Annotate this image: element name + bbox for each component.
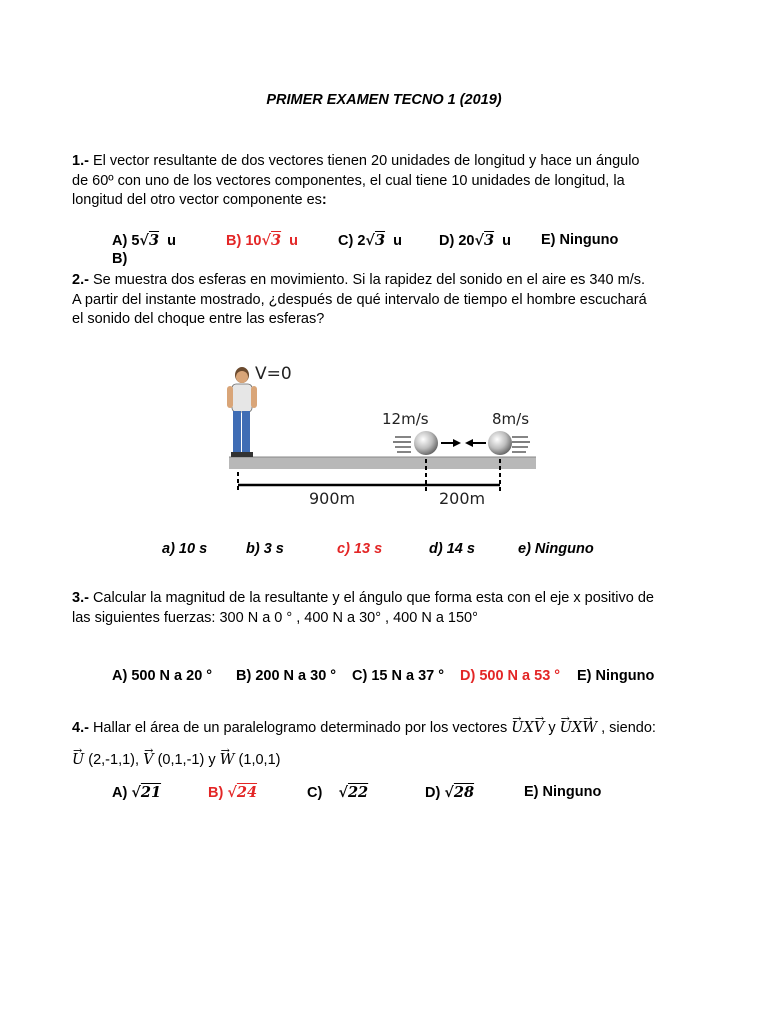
- q1-option-e[interactable]: E) Ninguno: [541, 232, 619, 248]
- exam-title: PRIMER EXAMEN TECNO 1 (2019): [266, 92, 502, 108]
- distance-200-label: 200m: [439, 489, 486, 508]
- cross-symbol-2: X: [571, 720, 583, 736]
- q3-option-b[interactable]: B) 200 N a 30 °: [236, 668, 337, 684]
- question-1-number: 1.-: [72, 153, 89, 169]
- question-4-statement: [72, 719, 692, 739]
- vector-v-def: → V: [143, 751, 153, 771]
- question-1-line-2: de 60º con uno de los vectores componentes, el cual tiene 10 unidades de longitud, la: [72, 172, 625, 189]
- question-4-vectors: [72, 751, 682, 771]
- q1-option-a[interactable]: A) 5√3 u: [112, 232, 176, 249]
- man-figure: [227, 367, 257, 457]
- vector-w: → W: [582, 719, 597, 739]
- vector-u: → U: [511, 719, 523, 739]
- question-2-number: 2.-: [72, 272, 89, 288]
- question-4-number: 4.-: [72, 720, 89, 736]
- spheres-figure: [215, 355, 545, 515]
- question-3-number: 3.-: [72, 590, 89, 606]
- question-3-line-1: Calcular la magnitud de la resultante y el ángulo que forma esta con el eje x positivo de: [88, 590, 654, 606]
- question-2-line-1: Se muestra dos esferas en movimiento. Si la rapidez del sonido en el aire es 340 m/s.: [88, 272, 646, 288]
- cross-symbol: X: [523, 720, 534, 736]
- left-speed-label: 12m/s: [382, 410, 429, 428]
- q1-answer: B): [112, 251, 128, 267]
- q3-option-e[interactable]: E) Ninguno: [577, 668, 655, 684]
- vector-u-2: → U: [560, 719, 572, 739]
- left-motion-lines: [393, 437, 411, 452]
- q2-option-b[interactable]: b) 3 s: [246, 541, 284, 557]
- q1-option-c[interactable]: C) 2√3 u: [338, 232, 402, 249]
- vector-v-components: (0,1,-1) y: [153, 752, 220, 768]
- question-4-line-1-post: , siendo:: [597, 720, 656, 736]
- question-2-statement: [72, 271, 682, 330]
- question-3-statement: [72, 589, 692, 628]
- vector-v: → V: [534, 719, 544, 739]
- q4-option-b[interactable]: B) √24: [208, 784, 258, 801]
- question-1-colon: :: [321, 192, 327, 208]
- q2-option-c[interactable]: c) 13 s: [337, 541, 383, 557]
- distance-900-label: 900m: [309, 489, 356, 508]
- q3-option-a[interactable]: A) 500 N a 20 °: [112, 668, 213, 684]
- question-2-line-2: A partir del instante mostrado, ¿después de qué intervalo de tiempo el hombre escuchará: [72, 291, 647, 308]
- question-1-statement: [72, 152, 682, 211]
- q1-option-d[interactable]: D) 20√3 u: [439, 232, 512, 249]
- q3-option-c[interactable]: C) 15 N a 37 °: [352, 668, 445, 684]
- question-4-line-1-pre: Hallar el área de un paralelogramo determinado por los vectores: [88, 720, 512, 736]
- ground-strip: [229, 457, 536, 469]
- q3-option-d[interactable]: D) 500 N a 53 °: [460, 668, 561, 684]
- question-1-line-3: longitud del otro vector componente es: [72, 192, 322, 208]
- vector-w-components: (1,0,1): [234, 752, 281, 768]
- question-2-line-3: el sonido del choque entre las esferas?: [72, 311, 325, 327]
- vector-w-def: → W: [220, 751, 235, 771]
- q4-option-a[interactable]: A) √21: [112, 784, 162, 801]
- vector-u-def: → U: [72, 751, 84, 771]
- q2-option-d[interactable]: d) 14 s: [429, 541, 475, 557]
- q4-option-d[interactable]: D) √28: [425, 784, 475, 801]
- q4-option-e[interactable]: E) Ninguno: [524, 784, 602, 800]
- vector-u-components: (2,-1,1),: [84, 752, 144, 768]
- q1-option-b[interactable]: B) 10√3 u: [226, 232, 299, 249]
- right-speed-label: 8m/s: [492, 410, 530, 428]
- right-sphere: [488, 431, 512, 455]
- question-3-line-2: las siguientes fuerzas: 300 N a 0 ° , 400 N a 30° , 400 N a 150°: [72, 609, 478, 626]
- q2-option-e[interactable]: e) Ninguno: [518, 541, 594, 557]
- q2-option-a[interactable]: a) 10 s: [162, 541, 208, 557]
- left-sphere-arrow: [441, 439, 461, 447]
- q4-option-c[interactable]: C) √22: [307, 784, 369, 801]
- question-1-line-1: El vector resultante de dos vectores tienen 20 unidades de longitud y hace un ángulo: [88, 153, 640, 169]
- question-4-line-1-mid: y: [544, 720, 560, 736]
- velocity-label: V=0: [255, 364, 292, 384]
- right-sphere-arrow: [465, 439, 486, 447]
- right-motion-lines: [512, 437, 530, 452]
- left-sphere: [414, 431, 438, 455]
